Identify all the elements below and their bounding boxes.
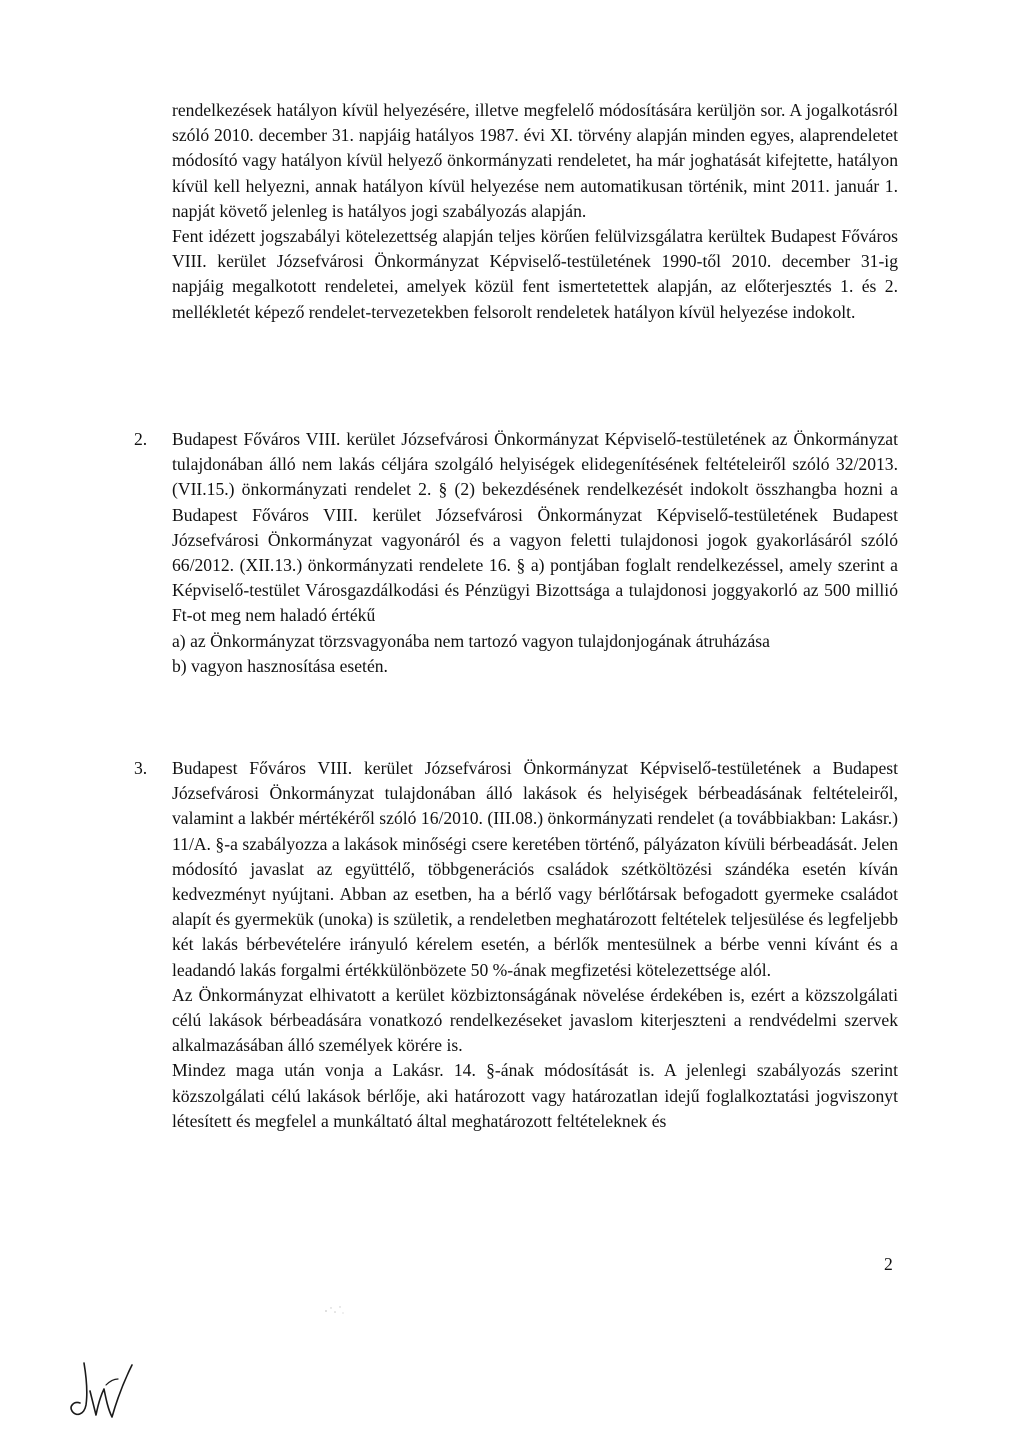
list-item-number: 2. — [134, 429, 148, 449]
intro-paragraph-1: rendelkezések hatályon kívül helyezésére, illetve megfelelő módosítására kerüljön sor. A jogalkotásról szóló 2010. december 31. napjáig hatályos 1987. évi XI. törvény alapján minden egyes, alaprendeletet módosító vagy hatályon kívül helyező önkormányzati rendeletet, ha már joghatását kifejtette, hatályon kívül kell helyezni, annak hatályon kívül helyezése nem automatikusan történik, mint 2011. január 1. napját követő jelenleg is hatályos jogi szabályozás alapján. — [172, 100, 898, 221]
list-item-2 — [134, 427, 898, 679]
item-3-paragraph-2: Az Önkormányzat elhivatott a kerület közbiztonságának növelése érdekében is, ezért a közszolgálati célú lakások bérbeadására vonatkozó rendelkezéseket javaslom kiterjeszteni a rendvédelmi szervek alkalmazásában álló személyek körére is. — [172, 984, 898, 1056]
handwritten-signature-icon — [62, 1355, 152, 1425]
scan-speck-mark — [322, 1302, 346, 1318]
intro-section — [172, 98, 898, 325]
item-2-paragraph: Budapest Főváros VIII. kerület Józsefvárosi Önkormányzat Képviselő-testületének az Önkormányzat tulajdonában álló nem lakás céljára szolgáló helyiségek elidegenítésének feltételeiről szóló 32/2013. (VII.15.) önkormányzati rendelet 2. § (2) bekezdésének rendelkezését indokolt összhangba hozni a Budapest Főváros VIII. kerület Józsefvárosi Önkormányzat Képviselő-testületének Budapest Józsefvárosi Önkormányzat vagyonáról és a vagyon feletti tulajdonosi jogok gyakorlásáról szóló 66/2012. (XII.13.) önkormányzati rendelete 16. § a) pontjában foglalt rendelkezéssel, amely szerint a Képviselő-testület Városgazdálkodási és Pénzügyi Bizottsága a tulajdonosi joggyakorló az 500 millió Ft-ot meg nem haladó értékű — [172, 429, 898, 626]
item-2-sub-a: a) az Önkormányzat törzsvagyonába nem tartozó vagyon tulajdonjogának átruházása — [172, 630, 770, 651]
list-item-number: 3. — [134, 758, 148, 778]
list-item-3 — [134, 756, 898, 1134]
page-number: 2 — [884, 1254, 893, 1274]
intro-paragraph-2: Fent idézett jogszabályi kötelezettség alapján teljes körűen felülvizsgálatra kerültek Budapest Főváros VIII. kerület Józsefvárosi Önkormányzat Képviselő-testületének 1990-től 2010. december 31-ig napjáig megalkotott rendeletei, amelyek közül fent ismertetettek alapján, az előterjesztés 1. és 2. mellékletét képező rendelet-tervezetekben felsorolt rendeletek hatályon kívül helyezése indokolt. — [172, 226, 898, 322]
list-item-body — [172, 427, 898, 679]
list-item-body — [172, 756, 898, 1134]
item-3-paragraph-1: Budapest Főváros VIII. kerület Józsefvárosi Önkormányzat Képviselő-testületének a Budapest Józsefvárosi Önkormányzat tulajdonában álló lakások és helyiségek bérbeadásának feltételeiről, valamint a lakbér mértékéről szóló 16/2010. (III.08.) önkormányzati rendelet (a továbbiakban: Lakásr.) 11/A. §-a szabályozza a lakások minőségi csere keretében történő, pályázaton kívüli bérbeadását. Jelen módosító javaslat az együttélő, többgenerációs családok szétköltözési szándéka esetén kíván kedvezményt nyújtani. Abban az esetben, ha a bérlő vagy bérlőtársak befogadott gyermeke családot alapít és gyermekük (unoka) is születik, a rendeletben meghatározott feltételek teljesülése és legfeljebb két lakás bérbevételére irányuló kérelem esetén, a bérlők mentesülnek a bérbe venni kívánt és a leadandó lakás forgalmi értékkülönbözete 50 %-ának megfizetési kötelezettsége alól. — [172, 758, 898, 980]
item-3-paragraph-3: Mindez maga után vonja a Lakásr. 14. §-ának módosítását is. A jelenlegi szabályozás szerint közszolgálati célú lakások bérlője, aki határozott vagy határozatlan idejű foglalkoztatási jogviszonyt létesített és megfelel a munkáltató által meghatározott feltételeknek és — [172, 1060, 898, 1131]
item-2-sub-b: b) vagyon hasznosítása esetén. — [172, 655, 388, 676]
